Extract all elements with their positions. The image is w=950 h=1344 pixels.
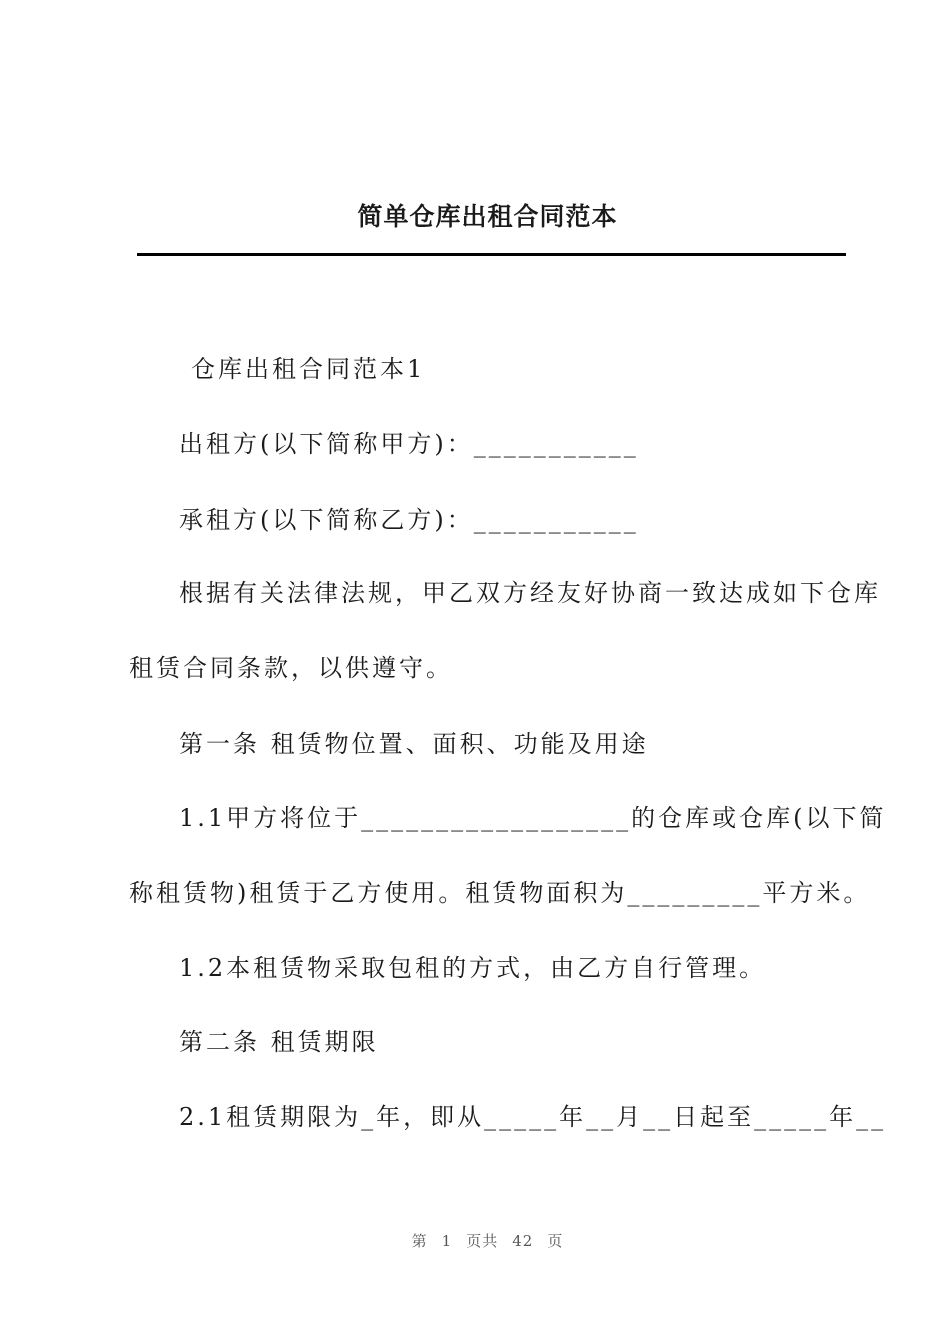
- page-footer: [0, 1230, 950, 1251]
- heading-contract-1: 仓库出租合同范本1: [191, 355, 426, 383]
- clause-1-1-line-2: 称租赁物)租赁于乙方使用。租赁物面积为_________平方米。: [129, 879, 871, 907]
- document-title: 简单仓库出租合同范本: [357, 202, 618, 231]
- clause-1-2: 1.2本租赁物采取包租的方式，由乙方自行管理。: [179, 954, 767, 982]
- clause-2-1-line-1: 2.1租赁期限为_年，即从_____年__月__日起至_____年__: [179, 1103, 887, 1131]
- article-1-heading: 第一条 租赁物位置、面积、功能及用途: [179, 730, 649, 758]
- footer-page-number: 1: [441, 1232, 453, 1250]
- lessor-line: 出租方(以下简称甲方)：___________: [179, 430, 639, 458]
- footer-total-pages: 42: [512, 1232, 534, 1250]
- preamble-line-2: 租赁合同条款，以供遵守。: [129, 654, 453, 682]
- footer-suffix: 页: [547, 1232, 564, 1250]
- article-2-heading: 第二条 租赁期限: [179, 1028, 379, 1056]
- title-underline: [137, 253, 846, 256]
- lessee-line: 承租方(以下简称乙方)：___________: [179, 506, 639, 534]
- preamble-line-1: 根据有关法律法规，甲乙双方经友好协商一致达成如下仓库: [179, 579, 881, 607]
- footer-prefix: 第: [411, 1232, 428, 1250]
- footer-middle: 页共: [466, 1232, 499, 1250]
- clause-1-1-line-1: 1.1甲方将位于__________________的仓库或仓库(以下简: [179, 804, 887, 832]
